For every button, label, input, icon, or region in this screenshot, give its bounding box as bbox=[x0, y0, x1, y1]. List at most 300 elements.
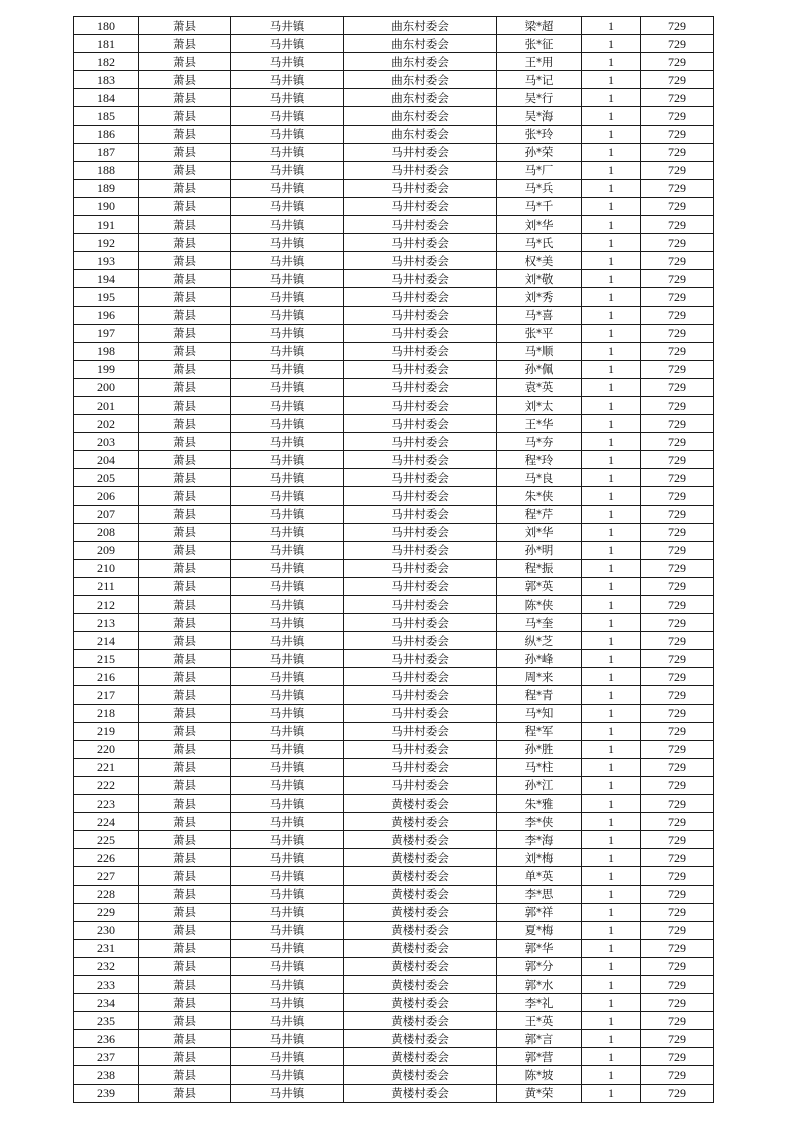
amount-cell: 729 bbox=[641, 523, 714, 541]
village-committee-cell: 马井村委会 bbox=[344, 161, 497, 179]
town-cell: 马井镇 bbox=[231, 89, 344, 107]
table-row bbox=[74, 415, 714, 433]
count-cell: 1 bbox=[582, 523, 641, 541]
row-index-cell: 217 bbox=[74, 686, 139, 704]
row-index-cell: 233 bbox=[74, 975, 139, 993]
county-cell: 萧县 bbox=[139, 903, 231, 921]
table-row bbox=[74, 849, 714, 867]
town-cell: 马井镇 bbox=[231, 143, 344, 161]
county-cell: 萧县 bbox=[139, 487, 231, 505]
row-index-cell: 183 bbox=[74, 71, 139, 89]
county-cell: 萧县 bbox=[139, 216, 231, 234]
count-cell: 1 bbox=[582, 1084, 641, 1102]
amount-cell: 729 bbox=[641, 813, 714, 831]
table-row bbox=[74, 921, 714, 939]
row-index-cell: 212 bbox=[74, 596, 139, 614]
row-index-cell: 235 bbox=[74, 1012, 139, 1030]
village-committee-cell: 马井村委会 bbox=[344, 577, 497, 595]
village-committee-cell: 马井村委会 bbox=[344, 216, 497, 234]
county-cell: 萧县 bbox=[139, 378, 231, 396]
village-committee-cell: 马井村委会 bbox=[344, 179, 497, 197]
table-row bbox=[74, 324, 714, 342]
row-index-cell: 188 bbox=[74, 161, 139, 179]
table-row bbox=[74, 197, 714, 215]
table-row bbox=[74, 396, 714, 414]
village-committee-cell: 马井村委会 bbox=[344, 252, 497, 270]
town-cell: 马井镇 bbox=[231, 487, 344, 505]
row-index-cell: 219 bbox=[74, 722, 139, 740]
row-index-cell: 191 bbox=[74, 216, 139, 234]
name-cell: 李*海 bbox=[497, 831, 582, 849]
row-index-cell: 225 bbox=[74, 831, 139, 849]
county-cell: 萧县 bbox=[139, 722, 231, 740]
amount-cell: 729 bbox=[641, 885, 714, 903]
row-index-cell: 185 bbox=[74, 107, 139, 125]
amount-cell: 729 bbox=[641, 1048, 714, 1066]
row-index-cell: 214 bbox=[74, 632, 139, 650]
county-cell: 萧县 bbox=[139, 125, 231, 143]
county-cell: 萧县 bbox=[139, 614, 231, 632]
table-row bbox=[74, 939, 714, 957]
name-cell: 朱*雅 bbox=[497, 795, 582, 813]
row-index-cell: 222 bbox=[74, 776, 139, 794]
town-cell: 马井镇 bbox=[231, 324, 344, 342]
amount-cell: 729 bbox=[641, 125, 714, 143]
village-committee-cell: 黄楼村委会 bbox=[344, 1030, 497, 1048]
row-index-cell: 197 bbox=[74, 324, 139, 342]
count-cell: 1 bbox=[582, 758, 641, 776]
name-cell: 程*青 bbox=[497, 686, 582, 704]
town-cell: 马井镇 bbox=[231, 939, 344, 957]
row-index-cell: 221 bbox=[74, 758, 139, 776]
amount-cell: 729 bbox=[641, 143, 714, 161]
county-cell: 萧县 bbox=[139, 1012, 231, 1030]
amount-cell: 729 bbox=[641, 541, 714, 559]
village-committee-cell: 黄楼村委会 bbox=[344, 813, 497, 831]
amount-cell: 729 bbox=[641, 957, 714, 975]
table-row bbox=[74, 252, 714, 270]
row-index-cell: 186 bbox=[74, 125, 139, 143]
name-cell: 郭*分 bbox=[497, 957, 582, 975]
amount-cell: 729 bbox=[641, 776, 714, 794]
village-committee-cell: 黄楼村委会 bbox=[344, 1084, 497, 1102]
town-cell: 马井镇 bbox=[231, 650, 344, 668]
village-committee-cell: 马井村委会 bbox=[344, 270, 497, 288]
town-cell: 马井镇 bbox=[231, 885, 344, 903]
name-cell: 李*思 bbox=[497, 885, 582, 903]
town-cell: 马井镇 bbox=[231, 107, 344, 125]
name-cell: 程*振 bbox=[497, 559, 582, 577]
amount-cell: 729 bbox=[641, 469, 714, 487]
count-cell: 1 bbox=[582, 234, 641, 252]
count-cell: 1 bbox=[582, 415, 641, 433]
row-index-cell: 218 bbox=[74, 704, 139, 722]
amount-cell: 729 bbox=[641, 71, 714, 89]
town-cell: 马井镇 bbox=[231, 559, 344, 577]
county-cell: 萧县 bbox=[139, 270, 231, 288]
county-cell: 萧县 bbox=[139, 360, 231, 378]
town-cell: 马井镇 bbox=[231, 216, 344, 234]
village-committee-cell: 曲东村委会 bbox=[344, 53, 497, 71]
amount-cell: 729 bbox=[641, 975, 714, 993]
amount-cell: 729 bbox=[641, 53, 714, 71]
village-committee-cell: 曲东村委会 bbox=[344, 125, 497, 143]
table-row bbox=[74, 342, 714, 360]
table-row bbox=[74, 740, 714, 758]
town-cell: 马井镇 bbox=[231, 306, 344, 324]
village-committee-cell: 黄楼村委会 bbox=[344, 1066, 497, 1084]
amount-cell: 729 bbox=[641, 1084, 714, 1102]
town-cell: 马井镇 bbox=[231, 53, 344, 71]
count-cell: 1 bbox=[582, 451, 641, 469]
row-index-cell: 181 bbox=[74, 35, 139, 53]
count-cell: 1 bbox=[582, 360, 641, 378]
village-committee-cell: 马井村委会 bbox=[344, 360, 497, 378]
count-cell: 1 bbox=[582, 795, 641, 813]
table-row bbox=[74, 885, 714, 903]
count-cell: 1 bbox=[582, 469, 641, 487]
name-cell: 李*侠 bbox=[497, 813, 582, 831]
count-cell: 1 bbox=[582, 378, 641, 396]
row-index-cell: 196 bbox=[74, 306, 139, 324]
amount-cell: 729 bbox=[641, 451, 714, 469]
town-cell: 马井镇 bbox=[231, 686, 344, 704]
row-index-cell: 192 bbox=[74, 234, 139, 252]
county-cell: 萧县 bbox=[139, 776, 231, 794]
town-cell: 马井镇 bbox=[231, 378, 344, 396]
county-cell: 萧县 bbox=[139, 704, 231, 722]
table-row bbox=[74, 632, 714, 650]
town-cell: 马井镇 bbox=[231, 704, 344, 722]
row-index-cell: 223 bbox=[74, 795, 139, 813]
row-index-cell: 210 bbox=[74, 559, 139, 577]
row-index-cell: 182 bbox=[74, 53, 139, 71]
row-index-cell: 193 bbox=[74, 252, 139, 270]
town-cell: 马井镇 bbox=[231, 903, 344, 921]
table-row bbox=[74, 270, 714, 288]
county-cell: 萧县 bbox=[139, 415, 231, 433]
town-cell: 马井镇 bbox=[231, 758, 344, 776]
name-cell: 陈*坡 bbox=[497, 1066, 582, 1084]
table-row bbox=[74, 559, 714, 577]
count-cell: 1 bbox=[582, 306, 641, 324]
count-cell: 1 bbox=[582, 541, 641, 559]
table-row bbox=[74, 975, 714, 993]
county-cell: 萧县 bbox=[139, 975, 231, 993]
name-cell: 吴*行 bbox=[497, 89, 582, 107]
village-committee-cell: 马井村委会 bbox=[344, 396, 497, 414]
town-cell: 马井镇 bbox=[231, 288, 344, 306]
village-committee-cell: 马井村委会 bbox=[344, 668, 497, 686]
county-cell: 萧县 bbox=[139, 885, 231, 903]
name-cell: 王*英 bbox=[497, 1012, 582, 1030]
row-index-cell: 204 bbox=[74, 451, 139, 469]
town-cell: 马井镇 bbox=[231, 957, 344, 975]
town-cell: 马井镇 bbox=[231, 614, 344, 632]
town-cell: 马井镇 bbox=[231, 921, 344, 939]
table-row bbox=[74, 35, 714, 53]
village-committee-cell: 马井村委会 bbox=[344, 324, 497, 342]
amount-cell: 729 bbox=[641, 795, 714, 813]
count-cell: 1 bbox=[582, 270, 641, 288]
table-body bbox=[74, 17, 714, 1103]
county-cell: 萧县 bbox=[139, 252, 231, 270]
name-cell: 张*征 bbox=[497, 35, 582, 53]
town-cell: 马井镇 bbox=[231, 867, 344, 885]
amount-cell: 729 bbox=[641, 342, 714, 360]
table-row bbox=[74, 451, 714, 469]
table-row bbox=[74, 433, 714, 451]
row-index-cell: 220 bbox=[74, 740, 139, 758]
county-cell: 萧县 bbox=[139, 1084, 231, 1102]
county-cell: 萧县 bbox=[139, 650, 231, 668]
name-cell: 孙*江 bbox=[497, 776, 582, 794]
count-cell: 1 bbox=[582, 614, 641, 632]
amount-cell: 729 bbox=[641, 632, 714, 650]
row-index-cell: 228 bbox=[74, 885, 139, 903]
table-row bbox=[74, 596, 714, 614]
name-cell: 程*芹 bbox=[497, 505, 582, 523]
village-committee-cell: 马井村委会 bbox=[344, 614, 497, 632]
village-committee-cell: 马井村委会 bbox=[344, 469, 497, 487]
table-row bbox=[74, 1048, 714, 1066]
row-index-cell: 238 bbox=[74, 1066, 139, 1084]
count-cell: 1 bbox=[582, 632, 641, 650]
town-cell: 马井镇 bbox=[231, 795, 344, 813]
amount-cell: 729 bbox=[641, 849, 714, 867]
amount-cell: 729 bbox=[641, 614, 714, 632]
row-index-cell: 187 bbox=[74, 143, 139, 161]
village-committee-cell: 曲东村委会 bbox=[344, 89, 497, 107]
name-cell: 刘*秀 bbox=[497, 288, 582, 306]
amount-cell: 729 bbox=[641, 704, 714, 722]
town-cell: 马井镇 bbox=[231, 342, 344, 360]
data-table bbox=[73, 16, 714, 1103]
town-cell: 马井镇 bbox=[231, 831, 344, 849]
village-committee-cell: 马井村委会 bbox=[344, 197, 497, 215]
town-cell: 马井镇 bbox=[231, 722, 344, 740]
count-cell: 1 bbox=[582, 216, 641, 234]
county-cell: 萧县 bbox=[139, 632, 231, 650]
name-cell: 刘*敬 bbox=[497, 270, 582, 288]
county-cell: 萧县 bbox=[139, 921, 231, 939]
town-cell: 马井镇 bbox=[231, 849, 344, 867]
amount-cell: 729 bbox=[641, 921, 714, 939]
count-cell: 1 bbox=[582, 252, 641, 270]
name-cell: 马*良 bbox=[497, 469, 582, 487]
amount-cell: 729 bbox=[641, 396, 714, 414]
amount-cell: 729 bbox=[641, 758, 714, 776]
name-cell: 程*军 bbox=[497, 722, 582, 740]
county-cell: 萧县 bbox=[139, 758, 231, 776]
village-committee-cell: 马井村委会 bbox=[344, 433, 497, 451]
amount-cell: 729 bbox=[641, 939, 714, 957]
amount-cell: 729 bbox=[641, 433, 714, 451]
village-committee-cell: 黄楼村委会 bbox=[344, 957, 497, 975]
town-cell: 马井镇 bbox=[231, 668, 344, 686]
name-cell: 郭*水 bbox=[497, 975, 582, 993]
table-row bbox=[74, 813, 714, 831]
village-committee-cell: 马井村委会 bbox=[344, 288, 497, 306]
amount-cell: 729 bbox=[641, 360, 714, 378]
name-cell: 马*柱 bbox=[497, 758, 582, 776]
row-index-cell: 232 bbox=[74, 957, 139, 975]
town-cell: 马井镇 bbox=[231, 813, 344, 831]
amount-cell: 729 bbox=[641, 35, 714, 53]
village-committee-cell: 曲东村委会 bbox=[344, 71, 497, 89]
village-committee-cell: 马井村委会 bbox=[344, 650, 497, 668]
row-index-cell: 199 bbox=[74, 360, 139, 378]
name-cell: 郭*英 bbox=[497, 577, 582, 595]
name-cell: 马*兵 bbox=[497, 179, 582, 197]
town-cell: 马井镇 bbox=[231, 35, 344, 53]
county-cell: 萧县 bbox=[139, 813, 231, 831]
name-cell: 马*奎 bbox=[497, 614, 582, 632]
table-row bbox=[74, 614, 714, 632]
amount-cell: 729 bbox=[641, 216, 714, 234]
name-cell: 李*礼 bbox=[497, 994, 582, 1012]
name-cell: 马*知 bbox=[497, 704, 582, 722]
count-cell: 1 bbox=[582, 1012, 641, 1030]
amount-cell: 729 bbox=[641, 831, 714, 849]
row-index-cell: 239 bbox=[74, 1084, 139, 1102]
village-committee-cell: 黄楼村委会 bbox=[344, 1012, 497, 1030]
village-committee-cell: 马井村委会 bbox=[344, 740, 497, 758]
amount-cell: 729 bbox=[641, 197, 714, 215]
village-committee-cell: 马井村委会 bbox=[344, 234, 497, 252]
county-cell: 萧县 bbox=[139, 469, 231, 487]
table-row bbox=[74, 216, 714, 234]
table-row bbox=[74, 469, 714, 487]
town-cell: 马井镇 bbox=[231, 71, 344, 89]
count-cell: 1 bbox=[582, 722, 641, 740]
amount-cell: 729 bbox=[641, 378, 714, 396]
name-cell: 郭*言 bbox=[497, 1030, 582, 1048]
village-committee-cell: 曲东村委会 bbox=[344, 107, 497, 125]
table-row bbox=[74, 541, 714, 559]
amount-cell: 729 bbox=[641, 1012, 714, 1030]
row-index-cell: 203 bbox=[74, 433, 139, 451]
row-index-cell: 202 bbox=[74, 415, 139, 433]
count-cell: 1 bbox=[582, 867, 641, 885]
name-cell: 孙*荣 bbox=[497, 143, 582, 161]
table-row bbox=[74, 577, 714, 595]
row-index-cell: 230 bbox=[74, 921, 139, 939]
count-cell: 1 bbox=[582, 921, 641, 939]
county-cell: 萧县 bbox=[139, 795, 231, 813]
town-cell: 马井镇 bbox=[231, 469, 344, 487]
amount-cell: 729 bbox=[641, 596, 714, 614]
name-cell: 张*平 bbox=[497, 324, 582, 342]
village-committee-cell: 马井村委会 bbox=[344, 451, 497, 469]
town-cell: 马井镇 bbox=[231, 179, 344, 197]
amount-cell: 729 bbox=[641, 107, 714, 125]
table-row bbox=[74, 1030, 714, 1048]
row-index-cell: 201 bbox=[74, 396, 139, 414]
town-cell: 马井镇 bbox=[231, 252, 344, 270]
row-index-cell: 226 bbox=[74, 849, 139, 867]
village-committee-cell: 马井村委会 bbox=[344, 523, 497, 541]
table-row bbox=[74, 505, 714, 523]
count-cell: 1 bbox=[582, 35, 641, 53]
county-cell: 萧县 bbox=[139, 71, 231, 89]
name-cell: 郭*营 bbox=[497, 1048, 582, 1066]
count-cell: 1 bbox=[582, 433, 641, 451]
table-row bbox=[74, 306, 714, 324]
amount-cell: 729 bbox=[641, 867, 714, 885]
village-committee-cell: 马井村委会 bbox=[344, 342, 497, 360]
name-cell: 纵*芝 bbox=[497, 632, 582, 650]
county-cell: 萧县 bbox=[139, 1030, 231, 1048]
amount-cell: 729 bbox=[641, 559, 714, 577]
town-cell: 马井镇 bbox=[231, 1084, 344, 1102]
county-cell: 萧县 bbox=[139, 234, 231, 252]
table-row bbox=[74, 994, 714, 1012]
count-cell: 1 bbox=[582, 125, 641, 143]
count-cell: 1 bbox=[582, 179, 641, 197]
name-cell: 周*来 bbox=[497, 668, 582, 686]
name-cell: 权*美 bbox=[497, 252, 582, 270]
row-index-cell: 234 bbox=[74, 994, 139, 1012]
table-row bbox=[74, 776, 714, 794]
name-cell: 黄*荣 bbox=[497, 1084, 582, 1102]
table-row bbox=[74, 704, 714, 722]
county-cell: 萧县 bbox=[139, 957, 231, 975]
name-cell: 孙*明 bbox=[497, 541, 582, 559]
county-cell: 萧县 bbox=[139, 89, 231, 107]
count-cell: 1 bbox=[582, 975, 641, 993]
village-committee-cell: 黄楼村委会 bbox=[344, 921, 497, 939]
county-cell: 萧县 bbox=[139, 686, 231, 704]
town-cell: 马井镇 bbox=[231, 740, 344, 758]
county-cell: 萧县 bbox=[139, 596, 231, 614]
name-cell: 马*顺 bbox=[497, 342, 582, 360]
village-committee-cell: 黄楼村委会 bbox=[344, 994, 497, 1012]
table-row bbox=[74, 650, 714, 668]
name-cell: 郭*华 bbox=[497, 939, 582, 957]
town-cell: 马井镇 bbox=[231, 1048, 344, 1066]
amount-cell: 729 bbox=[641, 686, 714, 704]
table-row bbox=[74, 179, 714, 197]
count-cell: 1 bbox=[582, 161, 641, 179]
count-cell: 1 bbox=[582, 197, 641, 215]
village-committee-cell: 黄楼村委会 bbox=[344, 849, 497, 867]
amount-cell: 729 bbox=[641, 89, 714, 107]
village-committee-cell: 黄楼村委会 bbox=[344, 975, 497, 993]
row-index-cell: 209 bbox=[74, 541, 139, 559]
town-cell: 马井镇 bbox=[231, 161, 344, 179]
count-cell: 1 bbox=[582, 903, 641, 921]
row-index-cell: 205 bbox=[74, 469, 139, 487]
count-cell: 1 bbox=[582, 89, 641, 107]
county-cell: 萧县 bbox=[139, 107, 231, 125]
row-index-cell: 194 bbox=[74, 270, 139, 288]
count-cell: 1 bbox=[582, 487, 641, 505]
town-cell: 马井镇 bbox=[231, 197, 344, 215]
table-row bbox=[74, 903, 714, 921]
table-row bbox=[74, 722, 714, 740]
name-cell: 马*记 bbox=[497, 71, 582, 89]
row-index-cell: 206 bbox=[74, 487, 139, 505]
county-cell: 萧县 bbox=[139, 324, 231, 342]
village-committee-cell: 马井村委会 bbox=[344, 776, 497, 794]
name-cell: 张*玲 bbox=[497, 125, 582, 143]
row-index-cell: 200 bbox=[74, 378, 139, 396]
count-cell: 1 bbox=[582, 939, 641, 957]
count-cell: 1 bbox=[582, 71, 641, 89]
count-cell: 1 bbox=[582, 53, 641, 71]
amount-cell: 729 bbox=[641, 17, 714, 35]
